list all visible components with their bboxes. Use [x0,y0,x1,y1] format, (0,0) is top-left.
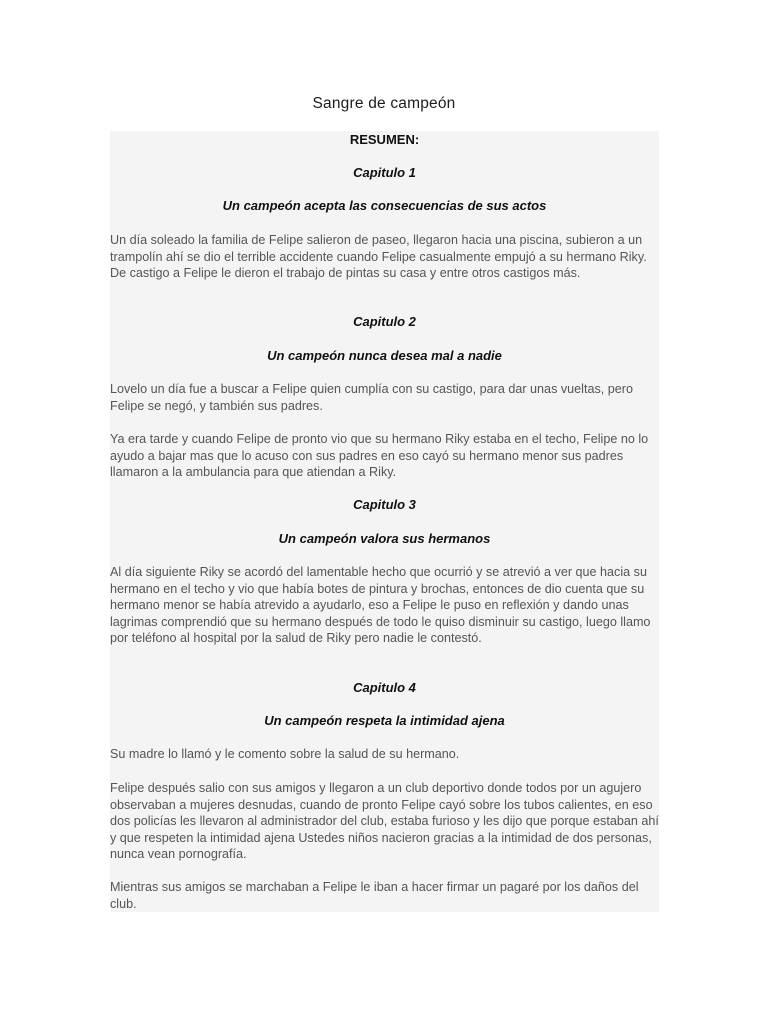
chapter-4-paragraph-2: Felipe después salio con sus amigos y llegaron a un club deportivo donde todos por un agujero observaban a mujeres desnudas, cuando de pronto Felipe cayó sobre los tubos calientes, en eso dos policías les llevaron al administrador del club, estaba furioso y les dijo que porque estaban ahí y que respeten la intimidad ajena Ustedes niños nacieron gracias a la intimidad de dos personas, nunca vean pornografía. [110,781,659,862]
chapter-4-subtitle: Un campeón respeta la intimidad ajena [264,713,505,728]
chapter-1-subtitle: Un campeón acepta las consecuencias de sus actos [222,198,547,213]
chapter-2-subtitle: Un campeón nunca desea mal a nadie [267,348,502,363]
chapter-4-paragraph-3: Mientras sus amigos se marchaban a Felipe le iban a hacer firmar un pagaré por los daños del club. [110,880,639,911]
summary-label: RESUMEN: [349,132,420,147]
chapter-3-paragraph-1: Al día siguiente Riky se acordó del lamentable hecho que ocurrió y se atrevió a ver que hacia su hermano en el techo y vio que había botes de pintura y brochas, entonces de dio cuenta que su hermano menor se había atrevido a ayudarlo, eso a Felipe le puso en reflexión y dando unas lagrimas comprendió que su hermano después de todo le quiso disminuir su castigo, luego llamo por teléfono al hospital por la salud de Riky pero nadie le contestó. [110,565,651,646]
chapter-2-number: Capitulo 2 [353,314,416,329]
chapter-2-paragraph-2: Ya era tarde y cuando Felipe de pronto vio que su hermano Riky estaba en el techo, Felipe no lo ayudo a bajar mas que lo acuso con sus padres en eso cayó su hermano menor sus padres llamaron a la ambulancia para que atiendan a Riky. [110,432,649,480]
page-title: Sangre de campeón [312,95,456,112]
chapter-1-paragraph-1: Un día soleado la familia de Felipe salieron de paseo, llegaron hacia una piscina, subieron a un trampolín ahí se dio el terrible accidente cuando Felipe casualmente empujó a su hermano Riky. De castigo a Felipe le dieron el trabajo de pintas su casa y entre otros castigos más. [110,233,647,281]
chapter-3-number: Capitulo 3 [353,497,416,512]
chapter-1-number: Capitulo 1 [353,165,416,180]
chapter-2-paragraph-1: Lovelo un día fue a buscar a Felipe quien cumplía con su castigo, para dar unas vueltas, pero Felipe se negó, y también sus padres. [110,382,633,413]
chapter-3-subtitle: Un campeón valora sus hermanos [278,531,491,546]
chapter-4-number: Capitulo 4 [353,680,416,695]
chapter-4-paragraph-1: Su madre lo llamó y le comento sobre la salud de su hermano. [110,747,460,761]
